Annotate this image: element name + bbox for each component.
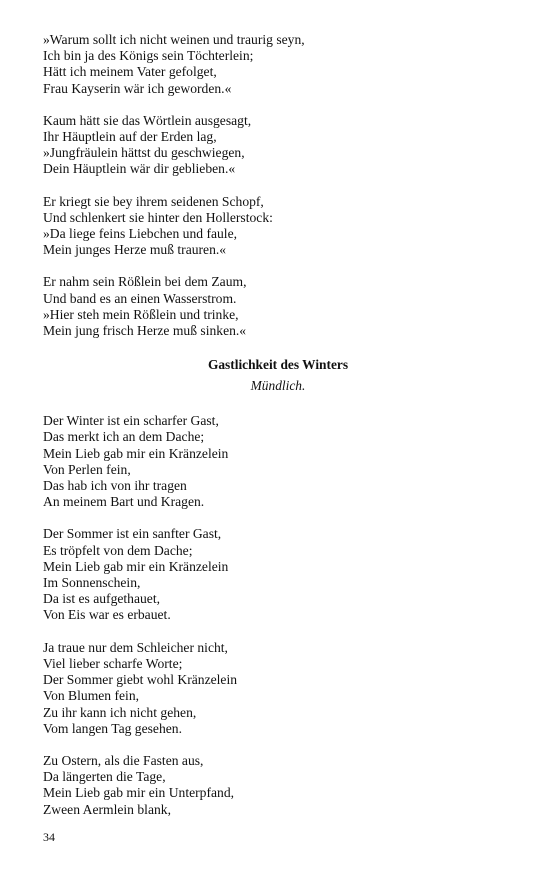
verse-line: Von Eis war es erbauet. [43, 607, 171, 623]
stanza [43, 274, 513, 339]
verse-line: Zween Aermlein blank, [43, 801, 171, 817]
poem-title: Gastlichkeit des Winters [207, 357, 349, 373]
verse-line: An meinem Bart und Kragen. [43, 494, 205, 510]
verse-line: Mein Lieb gab mir ein Unterpfand, [43, 785, 235, 801]
stanza [43, 113, 513, 178]
verse-line: Mein Lieb gab mir ein Kränzelein [43, 558, 229, 574]
verse-line: Da längerten die Tage, [43, 769, 166, 785]
verse-line: Der Sommer ist ein sanfter Gast, [43, 526, 222, 542]
verse-line: Er nahm sein Rößlein bei dem Zaum, [43, 274, 247, 290]
stanza [43, 194, 513, 259]
poem-source: Mündlich. [250, 378, 306, 394]
verse-line: Kaum hätt sie das Wörtlein ausgesagt, [43, 112, 252, 128]
stanza [43, 753, 513, 818]
verse-line: Zu ihr kann ich nicht gehen, [43, 704, 197, 720]
page-number: 34 [43, 830, 55, 844]
verse-line: Mein junges Herze muß trauren.« [43, 242, 227, 258]
verse-line: »Da liege feins Liebchen und faule, [43, 226, 238, 242]
verse-line: Ihr Häuptlein auf der Erden lag, [43, 129, 217, 145]
verse-line: Frau Kayserin wär ich geworden.« [43, 80, 232, 96]
verse-line: Von Blumen fein, [43, 688, 140, 704]
stanza [43, 413, 513, 510]
page-body [43, 32, 513, 834]
verse-line: Ich bin ja des Königs sein Töchterlein; [43, 48, 254, 64]
verse-line: »Hier steh mein Rößlein und trinke, [43, 306, 239, 322]
verse-line: Viel lieber scharfe Worte; [43, 655, 183, 671]
verse-line: Der Winter ist ein scharfer Gast, [43, 413, 219, 429]
verse-line: Vom langen Tag gesehen. [43, 720, 182, 736]
verse-line: Es tröpfelt von dem Dache; [43, 542, 193, 558]
verse-line: Da ist es aufgethauet, [43, 591, 161, 607]
verse-line: Und band es an einen Wasserstrom. [43, 290, 237, 306]
verse-line: Hätt ich meinem Vater gefolget, [43, 64, 217, 80]
verse-line: Mein jung frisch Herze muß sinken.« [43, 323, 247, 339]
verse-line: »Jungfräulein hättst du geschwiegen, [43, 145, 245, 161]
poem-continuation [43, 32, 513, 339]
stanza [43, 640, 513, 737]
verse-line: Das hab ich von ihr tragen [43, 478, 187, 494]
verse-line: Das merkt ich an dem Dache; [43, 429, 205, 445]
verse-line: Er kriegt sie bey ihrem seidenen Schopf, [43, 193, 264, 209]
stanza [43, 526, 513, 623]
verse-line: Dein Häuptlein wär dir geblieben.« [43, 161, 236, 177]
verse-line: Von Perlen fein, [43, 461, 131, 477]
stanza [43, 32, 513, 97]
verse-line: Im Sonnenschein, [43, 575, 141, 591]
verse-line: »Warum sollt ich nicht weinen und traurig seyn, [43, 32, 305, 47]
verse-line: Ja traue nur dem Schleicher nicht, [43, 639, 228, 655]
verse-line: Der Sommer giebt wohl Kränzelein [43, 672, 238, 688]
verse-line: Und schlenkert sie hinter den Hollerstock: [43, 209, 273, 225]
poem-gastlichkeit [43, 356, 513, 817]
verse-line: Mein Lieb gab mir ein Kränzelein [43, 445, 229, 461]
verse-line: Zu Ostern, als die Fasten aus, [43, 752, 204, 768]
